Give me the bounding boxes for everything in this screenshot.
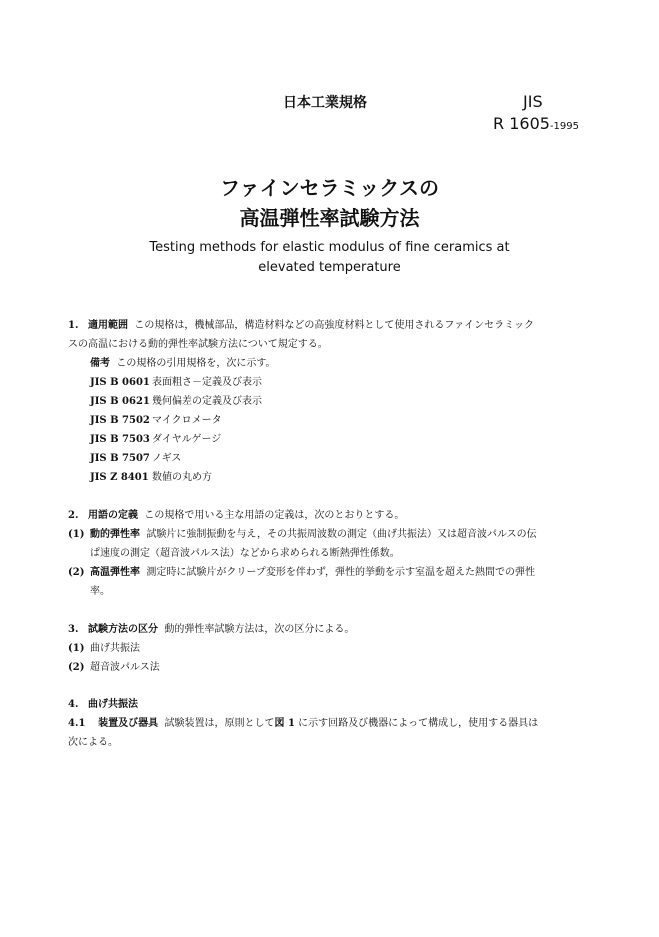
ref-code: JIS B 7503 <box>90 434 150 445</box>
definition-text-cont: 率。 <box>90 586 110 597</box>
figure-ref: 図 1 <box>274 718 295 729</box>
subsection-text-cont: 次による。 <box>68 737 118 748</box>
section-1-line2: スの高温における動的弾性率試験方法について規定する。 <box>68 339 328 350</box>
definition-text-cont: ぱ速度の測定（超音波パルス法）などから求められる断熱弾性係数。 <box>90 548 400 559</box>
section-2-heading <box>68 508 404 523</box>
remark <box>90 356 276 371</box>
title-ja-line2: 高温弾性率試験方法 <box>239 206 420 230</box>
ref-title: ノギス <box>152 453 182 464</box>
item-num: (2) <box>68 567 85 578</box>
title-ja-line1: ファインセラミックスの <box>220 176 439 200</box>
section-3-text: 動的弾性率試験方法は，次の区分による。 <box>164 624 355 635</box>
item-num: (2) <box>68 662 85 673</box>
definition-text: 測定時に試験片がクリープ変形を伴わず，弾性的挙動を示す室温を超えた熱間での弾性 <box>146 567 536 578</box>
item-num: (1) <box>68 529 85 540</box>
section-1-text: この規格は，機械部品，構造材料などの高強度材料として使用されるファインセラミック <box>134 320 534 331</box>
term: 動的弾性率 <box>90 529 140 540</box>
title-en-line2: elevated temperature <box>258 260 401 275</box>
section-2-num: 2. <box>68 510 79 521</box>
standard-number: R 1605 <box>493 114 550 133</box>
ref-code: JIS B 0601 <box>90 377 150 388</box>
header-standard-number <box>493 114 579 133</box>
section-3-head: 試験方法の区分 <box>88 624 158 635</box>
term: 高温弾性率 <box>90 567 140 578</box>
section-1-head: 適用範囲 <box>88 320 128 331</box>
ref-title: ダイヤルゲージ <box>152 434 222 445</box>
subsection-num: 4.1 <box>68 718 86 729</box>
ref-code: JIS B 7507 <box>90 453 150 464</box>
remark-label: 備考 <box>90 358 110 369</box>
section-4-head: 曲げ共振法 <box>88 699 138 710</box>
subsection-head: 装置及び器具 <box>98 718 159 729</box>
subsection-text-b: に示す回路及び機器によって構成し，使用する器具は <box>298 718 539 729</box>
section-3-heading <box>68 622 354 637</box>
title-en-line1: Testing methods for elastic modulus of fine ceramics at <box>149 240 510 255</box>
item-num: (1) <box>68 643 85 654</box>
section-4-num: 4. <box>68 699 79 710</box>
method-item: 曲げ共振法 <box>90 643 140 654</box>
ref-title: 幾何偏差の定義及び表示 <box>152 396 262 407</box>
header-org: 日本工業規格 <box>283 95 367 111</box>
definition-item <box>90 565 535 580</box>
standard-year: -1995 <box>549 121 579 132</box>
section-3-num: 3. <box>68 624 79 635</box>
section-2-head: 用語の定義 <box>88 510 138 521</box>
header-jis: JIS <box>523 92 543 111</box>
subsection-text-a: 試験装置は，原則として <box>164 718 275 729</box>
ref-code: JIS B 0621 <box>90 396 150 407</box>
section-1-num: 1. <box>68 320 79 331</box>
ref-code: JIS Z 8401 <box>90 472 149 483</box>
subsection-4-1 <box>68 716 538 731</box>
definition-item <box>90 527 537 542</box>
method-item: 超音波パルス法 <box>90 662 160 673</box>
ref-title: 表面粗さ－定義及び表示 <box>152 377 262 388</box>
definition-text: 試験片に強制振動を与え，その共振周波数の測定（曲げ共振法）又は超音波パルスの伝 <box>146 529 537 540</box>
ref-title: マイクロメータ <box>152 415 222 426</box>
ref-code: JIS B 7502 <box>90 415 150 426</box>
ref-title: 数値の丸め方 <box>152 472 212 483</box>
section-1-line1 <box>68 318 534 333</box>
remark-text: この規格の引用規格を，次に示す。 <box>116 358 276 369</box>
section-2-text: この規格で用いる主な用語の定義は，次のとおりとする。 <box>144 510 405 521</box>
section-4-heading <box>68 697 138 712</box>
